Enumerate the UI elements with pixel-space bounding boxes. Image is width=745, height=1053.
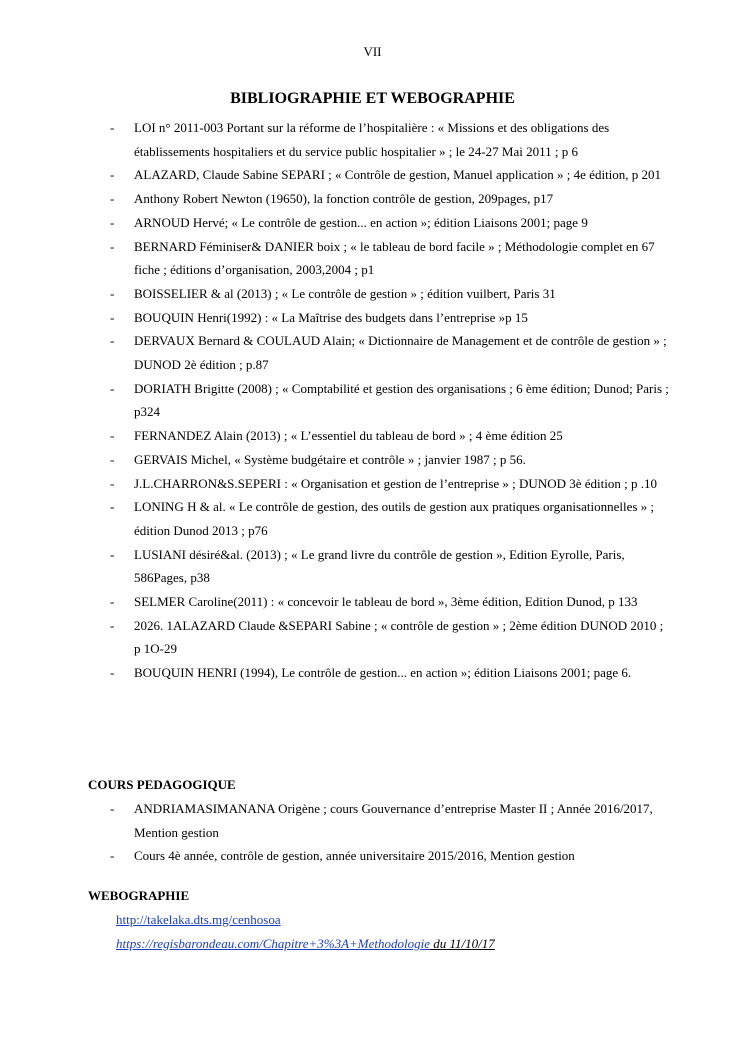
list-item bbox=[110, 661, 670, 685]
bullet-dash: - bbox=[110, 214, 115, 230]
bullet-dash: - bbox=[110, 309, 115, 325]
bullet-dash: - bbox=[110, 594, 115, 610]
reference-text: Anthony Robert Newton (19650), la fonction contrôle de gestion, 209pages, p17 bbox=[134, 191, 554, 207]
list-item bbox=[110, 495, 670, 542]
reference-text: SELMER Caroline(2011) : « concevoir le tableau de bord », 3ème édition, Edition Dunod, p 133 bbox=[134, 594, 638, 610]
list-item bbox=[110, 329, 670, 376]
web-link-takelaka[interactable]: http://takelaka.dts.mg/cenhosoa bbox=[116, 912, 281, 927]
bibliography-list bbox=[110, 116, 670, 685]
webographie-section-title: WEBOGRAPHIE bbox=[88, 888, 190, 903]
list-item bbox=[110, 424, 670, 448]
cours-text: ANDRIAMASIMANANA Origène ; cours Gouvernance d’entreprise Master II ; Année 2016/2017, Mention gestion bbox=[134, 801, 653, 840]
reference-text: ALAZARD, Claude Sabine SEPARI ; « Contrôle de gestion, Manuel application » ; 4e édition, p 201 bbox=[134, 167, 662, 183]
list-item bbox=[110, 472, 670, 496]
web-link-regisbarondeau[interactable]: https://regisbarondeau.com/Chapitre+3%3A+Methodologie bbox=[116, 936, 430, 951]
bullet-dash: - bbox=[110, 617, 115, 633]
list-item bbox=[110, 306, 670, 330]
reference-text: FERNANDEZ Alain (2013) ; « L’essentiel du tableau de bord » ; 4 ème édition 25 bbox=[134, 428, 563, 444]
bullet-dash: - bbox=[110, 665, 115, 681]
list-item bbox=[110, 543, 670, 590]
webographie-links bbox=[116, 908, 495, 956]
cours-list bbox=[110, 797, 670, 868]
reference-text: 2026. 1ALAZARD Claude &SEPARI Sabine ; « contrôle de gestion » ; 2ème édition DUNOD 2010 ; p 1O-29 bbox=[134, 617, 664, 657]
bullet-dash: - bbox=[110, 428, 115, 444]
list-item bbox=[110, 163, 670, 187]
list-item bbox=[110, 235, 670, 282]
bullet-dash: - bbox=[110, 333, 115, 349]
reference-text: ARNOUD Hervé; « Le contrôle de gestion... en action »; édition Liaisons 2001; page 9 bbox=[134, 214, 588, 230]
cours-text: Cours 4è année, contrôle de gestion, année universitaire 2015/2016, Mention gestion bbox=[134, 848, 575, 864]
list-item bbox=[110, 377, 670, 424]
list-item bbox=[110, 614, 670, 661]
bullet-dash: - bbox=[110, 475, 115, 491]
bullet-dash: - bbox=[110, 191, 115, 207]
reference-text: BERNARD Féminiser& DANIER boix ; « le tableau de bord facile » ; Méthodologie complet en 67 fiche ; éditions d’organisation, 2003,2004 ; p1 bbox=[134, 238, 655, 278]
reference-text: LOI n° 2011-003 Portant sur la réforme de l’hospitalière : « Missions et des obligations des établissements hospitaliers et du service public hospitalier » ; le 24-27 Mai 2011 ; p 6 bbox=[134, 120, 610, 159]
list-item bbox=[110, 116, 670, 163]
page-number: VII bbox=[363, 44, 382, 59]
list-item bbox=[110, 211, 670, 235]
web-link-row bbox=[116, 932, 495, 956]
reference-text: DORIATH Brigitte (2008) ; « Comptabilité et gestion des organisations ; 6 ème édition; Dunod; Paris ; p324 bbox=[134, 380, 669, 420]
bullet-dash: - bbox=[110, 801, 115, 816]
bullet-dash: - bbox=[110, 238, 115, 254]
bullet-dash: - bbox=[110, 848, 115, 864]
reference-text: BOUQUIN HENRI (1994), Le contrôle de gestion... en action »; édition Liaisons 2001; page 6. bbox=[134, 665, 632, 681]
reference-text: DERVAUX Bernard & COULAUD Alain; « Dictionnaire de Management et de contrôle de gestion » ; DUNOD 2è édition ; p.87 bbox=[134, 333, 667, 373]
list-item bbox=[110, 590, 670, 614]
bullet-dash: - bbox=[110, 499, 115, 515]
reference-text: LONING H & al. « Le contrôle de gestion, des outils de gestion aux pratiques organisationnelles » ; édition Dunod 2013 ; p76 bbox=[134, 499, 655, 538]
reference-text: J.L.CHARRON&S.SEPERI : « Organisation et gestion de l’entreprise » ; DUNOD 3è édition ; p .10 bbox=[134, 475, 657, 491]
bullet-dash: - bbox=[110, 380, 115, 396]
web-link-date: du 11/10/17 bbox=[429, 936, 495, 951]
web-link-row bbox=[116, 908, 495, 932]
list-item bbox=[110, 282, 670, 306]
page-title: BIBLIOGRAPHIE ET WEBOGRAPHIE bbox=[230, 90, 515, 107]
bullet-dash: - bbox=[110, 285, 115, 301]
bullet-dash: - bbox=[110, 167, 115, 183]
list-item bbox=[110, 187, 670, 211]
cours-section-title: COURS PEDAGOGIQUE bbox=[88, 777, 236, 792]
list-item bbox=[110, 797, 670, 844]
reference-text: GERVAIS Michel, « Système budgétaire et contrôle » ; janvier 1987 ; p 56. bbox=[134, 451, 526, 467]
bullet-dash: - bbox=[110, 120, 115, 135]
reference-text: LUSIANI désiré&al. (2013) ; « Le grand livre du contrôle de gestion », Edition Eyrolle, Paris, 586Pages, p38 bbox=[134, 546, 625, 586]
reference-text: BOUQUIN Henri(1992) : « La Maîtrise des budgets dans l’entreprise »p 15 bbox=[134, 309, 528, 325]
list-item bbox=[110, 448, 670, 472]
bullet-dash: - bbox=[110, 451, 115, 467]
list-item bbox=[110, 844, 670, 868]
reference-text: BOISSELIER & al (2013) ; « Le contrôle de gestion » ; édition vuilbert, Paris 31 bbox=[134, 285, 556, 301]
bullet-dash: - bbox=[110, 546, 115, 562]
